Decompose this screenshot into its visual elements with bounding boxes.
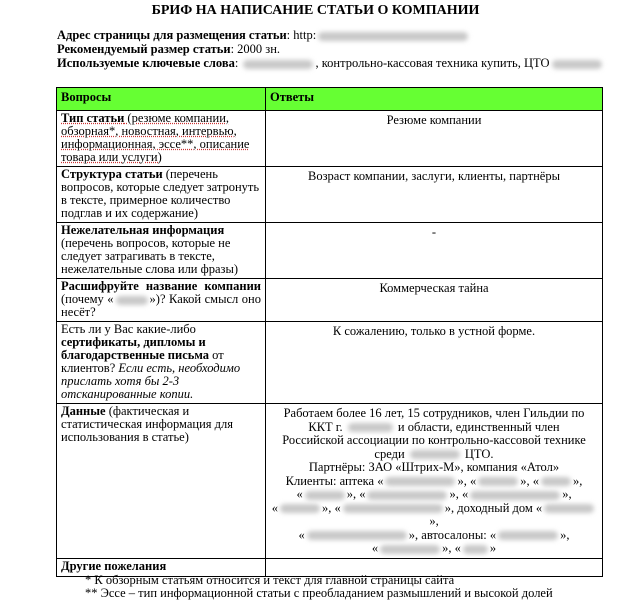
header-answers: Ответы <box>266 88 603 111</box>
question-text: Есть ли у Вас какие-либо <box>61 322 196 336</box>
table-row <box>57 223 603 279</box>
redacted-text <box>385 477 455 486</box>
table-row <box>57 111 603 167</box>
question-title: Данные <box>61 404 106 418</box>
answer-line: среди ЦТО. <box>374 446 494 461</box>
question-text: (перечень вопросов, которые следует затронуть в тексте, примерное количество подглав и их содержание) <box>61 167 260 220</box>
answer-line: « », « », доходный дом «», <box>270 502 598 529</box>
question-title: Тип статьи <box>61 111 125 125</box>
redacted-text <box>478 477 518 486</box>
answer-cell: К сожалению, только в устной форме. <box>266 322 603 404</box>
question-note: Если есть, необходимо прислать хотя бы 2-3 отсканированные копии. <box>61 361 241 401</box>
redacted-text <box>552 60 602 69</box>
footnote: ** Эссе – тип информационной статьи с преобладанием размышлений и высокой долей <box>85 586 553 600</box>
size-label: Рекомендуемый размер статьи <box>57 42 231 56</box>
redacted-text <box>544 504 594 513</box>
question-cell <box>57 111 266 167</box>
footnotes <box>85 574 625 600</box>
redacted-text <box>470 491 560 500</box>
answer-cell: - <box>266 223 603 279</box>
redacted-text <box>243 60 313 69</box>
table-row <box>57 279 603 322</box>
keywords-value: , контрольно-кассовая техника купить, ЦТО <box>315 56 550 70</box>
answer-line: Российской ассоциации по контрольно-кассовой технике <box>282 433 586 447</box>
size-line <box>57 43 617 57</box>
address-label: Адрес страницы для размещения статьи <box>57 28 287 42</box>
table-row <box>57 404 603 559</box>
footnote: * К обзорным статьям относится и текст для главной страницы сайта <box>85 573 455 587</box>
question-text: от клиентов? <box>61 348 224 375</box>
redacted-text <box>498 531 558 540</box>
brief-table <box>56 87 603 577</box>
answer-line: Работаем более 16 лет, 15 сотрудников, член Гильдии по <box>283 406 585 420</box>
question-text: (фактическая и статистическая информация для использования в статье) <box>61 404 234 444</box>
redacted-text <box>307 531 407 540</box>
redacted-text <box>348 423 393 432</box>
question-cell <box>57 404 266 559</box>
redacted-text <box>367 491 447 500</box>
answer-line: Партнёры: ЗАО «Штрих-М», компания «Атол» <box>308 460 560 474</box>
answer-cell <box>266 404 603 559</box>
answer-line: « », « » <box>371 541 497 555</box>
question-title: сертификаты, дипломы и благодарственные письма <box>61 335 210 362</box>
redacted-text <box>463 545 488 554</box>
question-cell <box>57 279 266 322</box>
address-line <box>57 29 617 43</box>
redacted-text <box>116 296 148 305</box>
header-questions: Вопросы <box>57 88 266 111</box>
question-title: Структура статьи <box>61 167 163 181</box>
question-text: (почему « <box>61 292 114 306</box>
redacted-text <box>410 450 460 459</box>
table-row <box>57 322 603 404</box>
answer-line: ККТ г. и области, единственный член <box>308 419 560 434</box>
answer-line: « », « », « », <box>296 487 572 501</box>
size-value: : 2000 зн. <box>230 42 281 56</box>
question-title: Расшифруйте название компании <box>61 279 261 293</box>
question-text: »)? Какой смысл оно несёт? <box>61 292 261 319</box>
answer-cell: Резюме компании <box>266 111 603 167</box>
address-value: : http: <box>286 28 317 42</box>
question-cell <box>57 167 266 223</box>
redacted-text <box>318 32 468 41</box>
question-cell <box>57 223 266 279</box>
keywords-line: Используемые ключевые слова: , контрольно-кассовая техника купить, ЦТО <box>57 57 617 71</box>
redacted-text <box>541 477 571 486</box>
answer-line: « », автосалоны: « », <box>298 527 570 542</box>
answer-cell: Коммерческая тайна <box>266 279 603 322</box>
brief-meta <box>57 29 617 71</box>
redacted-text <box>280 504 320 513</box>
redacted-text <box>305 491 345 500</box>
question-text: (резюме компании, обзорная*, новостная, интервью, информационная, эссе**, описание товара или услуги) <box>61 111 250 164</box>
keywords-label: Используемые ключевые слова <box>57 56 235 70</box>
question-title: Нежелательная информация <box>61 223 225 237</box>
question-cell <box>57 322 266 404</box>
answer-cell: Возраст компании, заслуги, клиенты, партнёры <box>266 167 603 223</box>
table-row <box>57 167 603 223</box>
table-header-row <box>57 88 603 111</box>
question-text: (перечень вопросов, которые не следует затрагивать в тексте, нежелательные слова или фразы) <box>61 236 239 276</box>
question-title: Другие пожелания <box>61 558 167 573</box>
redacted-text <box>380 545 440 554</box>
page-title: БРИФ НА НАПИСАНИЕ СТАТЬИ О КОМПАНИИ <box>151 3 480 18</box>
redacted-text <box>343 504 443 513</box>
answer-line: Клиенты: аптека « », « », « », <box>285 473 583 488</box>
